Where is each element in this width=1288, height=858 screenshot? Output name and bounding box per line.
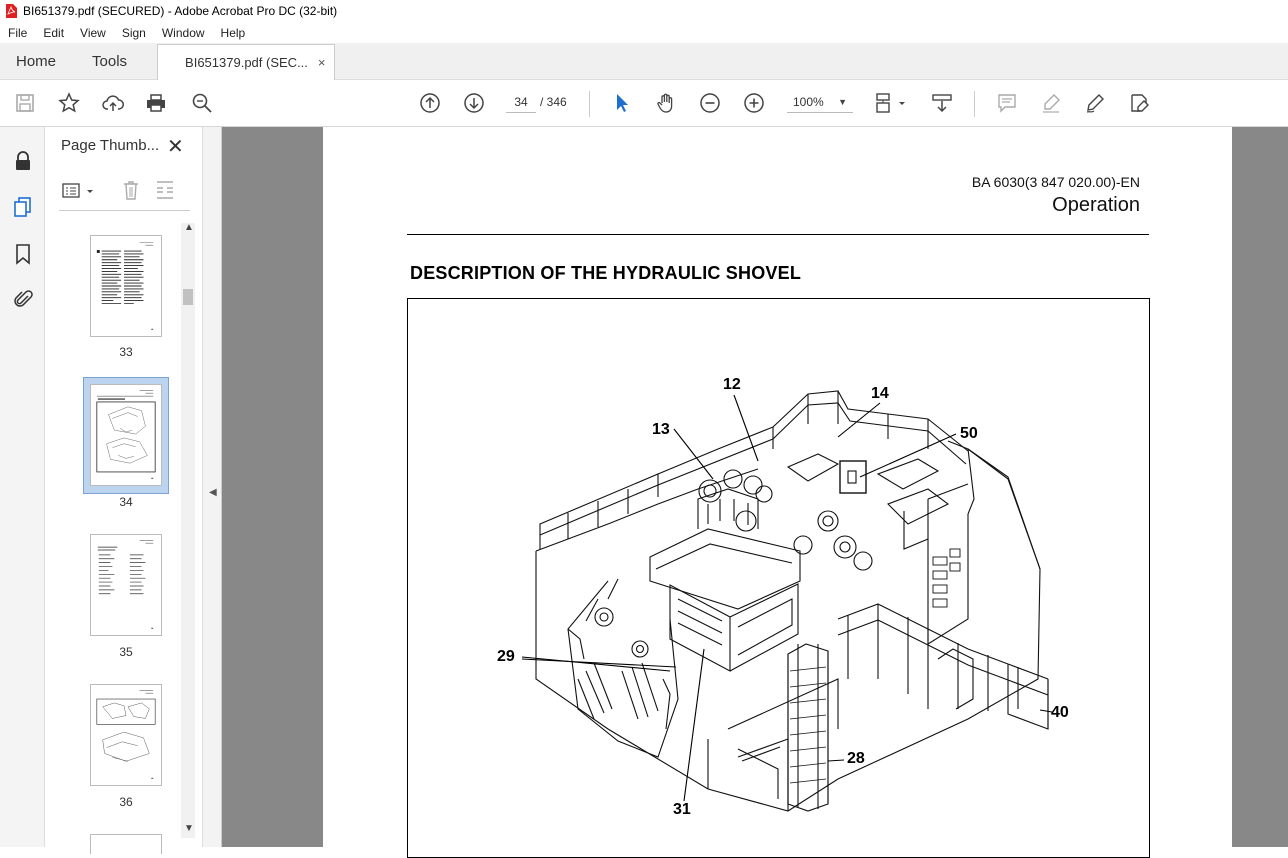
callout-28: 28 bbox=[847, 750, 865, 767]
menu-window[interactable]: Window bbox=[161, 25, 205, 40]
tab-bar bbox=[0, 43, 1288, 80]
upload-cloud-icon[interactable] bbox=[101, 91, 125, 115]
sign-pen-icon[interactable] bbox=[1083, 91, 1107, 115]
thumbnail-label-33: 33 bbox=[119, 345, 133, 359]
thumbnail-page-34[interactable] bbox=[90, 384, 162, 486]
thumbnails-panel bbox=[45, 127, 203, 847]
hand-tool-icon[interactable] bbox=[654, 91, 678, 115]
save-icon[interactable] bbox=[13, 91, 37, 115]
zoom-value: 100% bbox=[793, 95, 824, 109]
document-title: DESCRIPTION OF THE HYDRAULIC SHOVEL bbox=[410, 263, 802, 283]
page-header-section: Operation bbox=[1052, 194, 1140, 216]
thumbnail-label-36: 36 bbox=[119, 795, 133, 809]
thumbnail-label-34: 34 bbox=[119, 495, 133, 509]
tab-tools[interactable]: Tools bbox=[92, 52, 128, 70]
tab-home[interactable]: Home bbox=[16, 52, 57, 70]
callout-31: 31 bbox=[673, 801, 691, 818]
header-rule bbox=[407, 234, 1149, 235]
menu-bar bbox=[0, 22, 1288, 43]
pdf-icon bbox=[5, 4, 17, 18]
scroll-down-icon[interactable]: ▼ bbox=[184, 823, 194, 834]
callout-50: 50 bbox=[960, 425, 978, 442]
menu-edit[interactable]: Edit bbox=[43, 25, 65, 40]
collapse-left-icon[interactable]: ◀ bbox=[209, 487, 217, 498]
thumbnail-scrollbar[interactable] bbox=[181, 223, 195, 838]
window-title: BI651379.pdf (SECURED) - Adobe Acrobat Pro DC (32-bit) bbox=[23, 4, 338, 18]
thumbnail-page-35[interactable] bbox=[90, 534, 162, 636]
title-bar bbox=[0, 0, 1288, 22]
callout-leader-lines bbox=[408, 299, 1149, 857]
left-rail bbox=[0, 127, 45, 847]
callout-29: 29 bbox=[497, 648, 515, 665]
bookmark-icon[interactable] bbox=[11, 242, 35, 266]
thumbnail-tools bbox=[59, 177, 190, 211]
thumbnail-page-33[interactable] bbox=[90, 235, 162, 337]
tab-close-icon[interactable]: × bbox=[317, 55, 326, 70]
callout-13: 13 bbox=[652, 421, 670, 438]
next-page-icon[interactable] bbox=[462, 91, 486, 115]
thumbnail-label-35: 35 bbox=[119, 645, 133, 659]
select-cursor-icon[interactable] bbox=[610, 91, 634, 115]
panel-collapse-strip[interactable] bbox=[203, 127, 222, 847]
scrollbar-thumb[interactable] bbox=[183, 289, 193, 305]
panel-close-icon[interactable]: ✕ bbox=[167, 136, 184, 158]
page-layout-icon[interactable] bbox=[874, 91, 908, 115]
chevron-down-icon: ▼ bbox=[838, 97, 847, 107]
page-total: / 346 bbox=[540, 95, 567, 109]
comment-icon[interactable] bbox=[995, 91, 1019, 115]
menu-sign[interactable]: Sign bbox=[121, 25, 146, 40]
pdf-page bbox=[323, 127, 1232, 847]
previous-page-icon[interactable] bbox=[418, 91, 442, 115]
fill-sign-icon[interactable] bbox=[1127, 91, 1151, 115]
attachment-icon[interactable] bbox=[11, 287, 35, 311]
page-header-code: BA 6030(3 847 020.00)-EN bbox=[971, 174, 1140, 190]
zoom-select[interactable] bbox=[787, 91, 853, 113]
print-icon[interactable] bbox=[144, 91, 168, 115]
menu-view[interactable]: View bbox=[80, 25, 106, 40]
scroll-mode-icon[interactable] bbox=[930, 91, 954, 115]
menu-help[interactable]: Help bbox=[220, 25, 246, 40]
thumbnail-options-icon[interactable] bbox=[62, 181, 96, 206]
main-toolbar bbox=[0, 80, 1288, 127]
menu-file[interactable]: File bbox=[8, 25, 28, 40]
scroll-up-icon[interactable]: ▲ bbox=[184, 222, 194, 233]
lock-icon[interactable] bbox=[11, 149, 35, 173]
callout-40: 40 bbox=[1051, 704, 1069, 721]
thumbnail-page-37[interactable] bbox=[90, 834, 162, 854]
star-icon[interactable] bbox=[57, 91, 81, 115]
search-zoom-icon[interactable] bbox=[190, 91, 214, 115]
page-thumbnails-icon[interactable] bbox=[11, 195, 35, 219]
panel-title: Page Thumb... bbox=[61, 137, 160, 154]
highlight-icon[interactable] bbox=[1039, 91, 1063, 115]
thumbnail-page-36[interactable] bbox=[90, 684, 162, 786]
page-number-input[interactable]: 34 bbox=[506, 91, 536, 113]
callout-12: 12 bbox=[723, 376, 741, 393]
tab-document[interactable] bbox=[157, 44, 335, 80]
delete-page-icon[interactable] bbox=[121, 179, 141, 206]
extract-page-icon[interactable] bbox=[154, 179, 176, 206]
document-right-gutter bbox=[1232, 127, 1288, 847]
callout-14: 14 bbox=[871, 385, 889, 402]
zoom-in-icon[interactable] bbox=[742, 91, 766, 115]
tab-document-label: BI651379.pdf (SEC... bbox=[185, 55, 308, 70]
zoom-out-icon[interactable] bbox=[698, 91, 722, 115]
figure-frame bbox=[407, 298, 1150, 858]
